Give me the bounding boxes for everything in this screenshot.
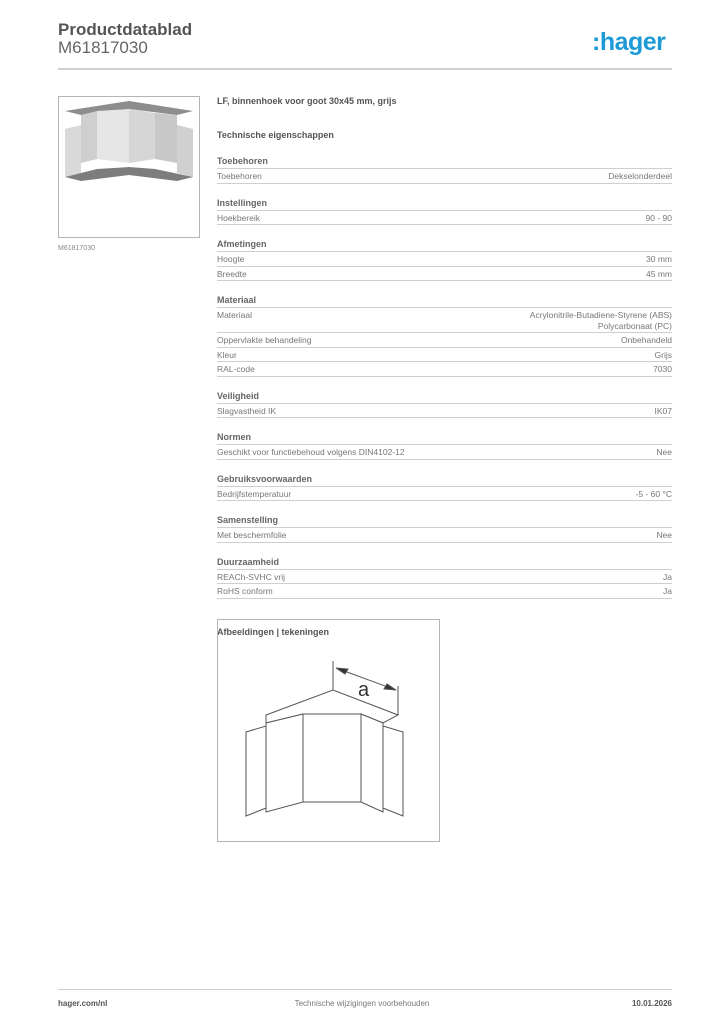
section-instellingen [217,198,672,226]
section-heading: Veiligheid [217,391,672,404]
footer-website-link[interactable]: hager.com/nl [58,999,108,1008]
property-value: 90 - 90 [645,212,672,223]
property-label: Met beschermfolie [217,530,287,540]
property-row [217,570,672,585]
property-row [217,252,672,267]
property-value: -5 - 60 °C [635,488,672,499]
property-label: Slagvastheid IK [217,405,277,416]
page-title: Productdatablad [58,20,193,39]
property-label: Kleur [217,349,237,360]
footer-date: 10.01.2026 [631,999,672,1008]
property-label: Breedte [217,268,247,279]
product-title: LF, binnenhoek voor goot 30x45 mm, grijs [217,96,397,106]
property-value: Nee [656,530,672,540]
property-row [217,308,672,333]
property-value: Grijs [654,349,672,360]
header-divider [58,68,672,70]
property-row [217,362,672,377]
property-value: 45 mm [646,268,672,279]
photo-caption: M61817030 [58,245,95,252]
footer-divider [58,989,672,990]
property-label: Geschikt voor functiebehoud volgens DIN4102-12 [217,447,405,457]
property-row [217,333,672,348]
product-photo-icon [59,97,199,237]
property-row [217,487,672,502]
section-heading: Materiaal [217,295,672,308]
property-row [217,404,672,419]
section-heading: Duurzaamheid [217,557,672,570]
property-value: IK07 [654,405,672,416]
property-label: Hoogte [217,254,245,264]
section-heading: Samenstelling [217,515,672,528]
section-toebehoren [217,156,672,184]
footer-disclaimer: Technische wijzigingen voorbehouden [294,999,430,1008]
property-row [217,169,672,184]
property-value-line: Polycarbonaat (PC) [597,320,672,331]
dimension-label: a [358,679,370,701]
property-label: REACh-SVHC vrij [217,571,286,582]
property-row [217,267,672,282]
technical-title: Technische eigenschappen [217,130,334,140]
section-afmetingen [217,239,672,281]
inner-corner-drawing-icon [218,620,439,841]
property-row [217,211,672,226]
property-label: Hoekbereik [217,212,260,223]
section-heading: Instellingen [217,198,672,211]
main-content [217,96,672,637]
drawings-title: Afbeeldingen | tekeningen [217,626,330,637]
section-normen [217,432,672,460]
property-value: 30 mm [646,254,672,264]
property-label: Toebehoren [217,171,262,181]
product-photo [58,96,200,238]
section-heading: Gebruiksvoorwaarden [217,474,672,487]
property-label: RoHS conform [217,586,273,596]
section-heading: Toebehoren [217,156,672,169]
property-label: RAL-code [217,364,255,374]
section-heading: Normen [217,432,672,445]
property-value: Ja [663,571,672,582]
property-row [217,528,672,543]
hager-logo: :hager [592,28,666,56]
section-materiaal [217,295,672,377]
property-value: 7030 [653,364,672,374]
property-value-line: Acrylonitrile-Butadiene-Styrene (ABS) [529,310,672,320]
section-gebruiksvoorwaarden [217,474,672,502]
property-value [530,310,672,331]
section-heading: Afmetingen [217,239,672,252]
property-label: Oppervlakte behandeling [217,335,312,345]
property-value: Dekselonderdeel [608,171,672,181]
product-code: M61817030 [58,38,148,57]
property-row [217,445,672,460]
property-label: Materiaal [217,310,252,320]
section-duurzaamheid [217,557,672,599]
property-value: Ja [663,586,672,596]
section-samenstelling [217,515,672,543]
property-value: Onbehandeld [620,335,672,345]
property-row [217,584,672,599]
property-value: Nee [656,447,672,457]
property-label: Bedrijfstemperatuur [217,488,292,499]
section-veiligheid [217,391,672,419]
technical-drawing [217,619,440,842]
property-row [217,348,672,363]
